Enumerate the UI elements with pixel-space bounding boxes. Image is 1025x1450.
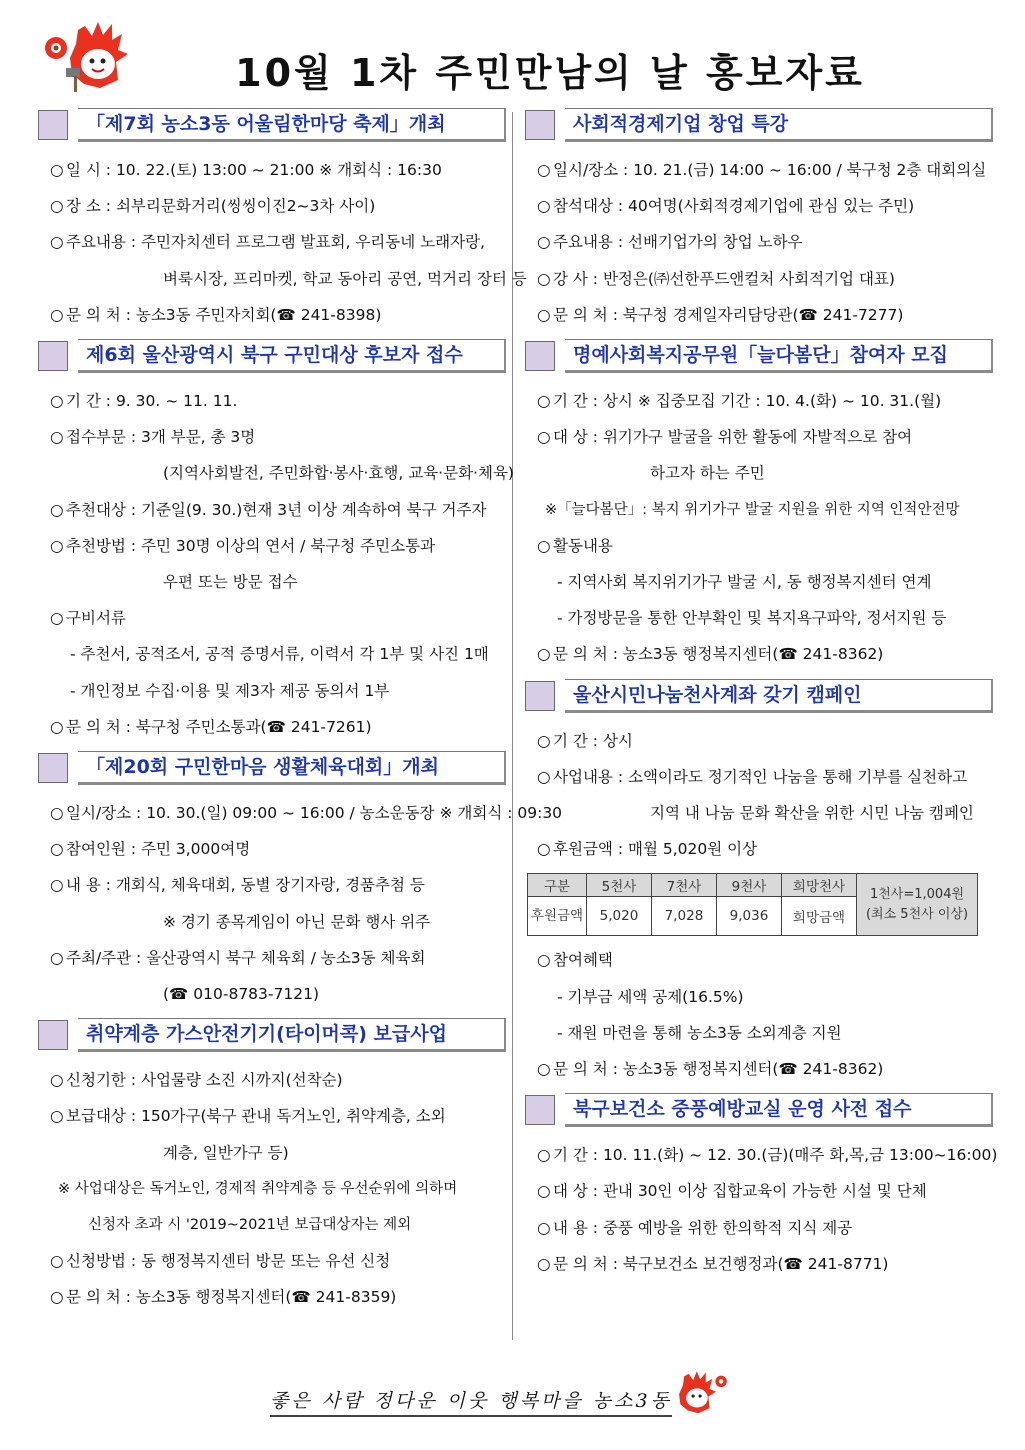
section-title: 사회적경제기업 창업 특강: [565, 108, 993, 142]
text-line: [38, 636, 506, 672]
line-text: 기 간 : 상시 ※ 집중모집 기간 : 10. 4.(화) ~ 10. 31.(월): [553, 392, 942, 411]
circle-bullet-icon: ○: [537, 1060, 551, 1079]
text-line: [525, 455, 993, 491]
bullet-item: [38, 492, 506, 528]
section-square-icon: [38, 110, 68, 140]
line-text: - 개인정보 수집·이용 및 제3자 제공 동의서 1부: [70, 681, 390, 700]
bullet-item: [38, 831, 506, 867]
text-line: [525, 795, 993, 831]
circle-bullet-icon: ○: [50, 233, 64, 252]
table-row-label: 후원금액: [528, 897, 587, 936]
line-text: 벼룩시장, 프리마켓, 학교 동아리 공연, 먹거리 장터 등: [163, 269, 527, 288]
line-text: 문 의 처 : 북구보건소 보건행정과(☎ 241-8771): [553, 1254, 889, 1273]
section-header: [38, 1018, 506, 1052]
line-text: 구비서류: [66, 609, 126, 628]
section-lines: [525, 1137, 998, 1282]
text-line: [525, 1015, 993, 1051]
bullet-item: [525, 636, 993, 672]
circle-bullet-icon: ○: [50, 609, 64, 628]
bullet-item: [525, 528, 993, 564]
section-lines: [525, 383, 993, 673]
circle-bullet-icon: ○: [537, 1218, 551, 1237]
bullet-item: [38, 1098, 506, 1134]
bullet-item: [525, 1210, 993, 1246]
section-lines: [38, 1062, 506, 1315]
circle-bullet-icon: ○: [537, 305, 551, 324]
circle-bullet-icon: ○: [50, 948, 64, 967]
bullet-item: [525, 1246, 993, 1282]
line-text: 기 간 : 상시: [553, 731, 633, 750]
line-text: 대 상 : 위기가구 발굴을 위한 활동에 자발적으로 참여: [553, 428, 913, 447]
section-festival: [38, 108, 527, 333]
bullet-item: [38, 383, 506, 419]
line-text: - 추천서, 공적조서, 공적 증명서류, 이력서 각 1부 및 사진 1매: [70, 645, 489, 664]
line-text: 일 시 : 10. 22.(토) 13:00 ~ 21:00 ※ 개회식 : 16:30: [66, 161, 442, 179]
section-title: 취약계층 가스안전기기(타이머콕) 보급사업: [78, 1018, 506, 1052]
line-text: 문 의 처 : 북구청 주민소통과(☎ 241-7261): [66, 717, 372, 736]
bullet-item: [525, 1137, 998, 1173]
line-text: ※ 경기 종목게임이 아닌 문화 행사 위주: [163, 912, 431, 931]
line-text: 계층, 일반가구 등): [163, 1143, 289, 1162]
text-line: [38, 1135, 506, 1171]
bullet-item: [525, 188, 993, 224]
line-text: - 기부금 세액 공제(16.5%): [557, 987, 744, 1006]
bullet-item: [525, 1173, 993, 1209]
bullet-item: [525, 152, 993, 188]
circle-bullet-icon: ○: [50, 197, 64, 216]
circle-bullet-icon: ○: [537, 161, 551, 179]
section-gas-safety: [38, 1018, 506, 1315]
line-text: 우편 또는 방문 접수: [163, 573, 298, 592]
line-text: 지역 내 나눔 문화 확산을 위한 시민 나눔 캠페인: [650, 804, 974, 823]
table-note-2: (최소 5천사 이상): [865, 906, 969, 922]
line-text: 문 의 처 : 농소3동 행정복지센터(☎ 241-8362): [553, 645, 884, 664]
line-text: 보급대상 : 150가구(북구 관내 독거노인, 취약계층, 소외: [66, 1107, 446, 1126]
section-stroke-class: [525, 1093, 998, 1282]
circle-bullet-icon: ○: [537, 233, 551, 252]
bullet-item: [38, 528, 506, 564]
circle-bullet-icon: ○: [50, 840, 64, 859]
bullet-item: [525, 297, 993, 333]
section-header: [525, 1093, 993, 1127]
line-text: 접수부문 : 3개 부문, 총 3명: [66, 428, 256, 447]
bullet-item: [38, 224, 506, 260]
circle-bullet-icon: ○: [50, 804, 64, 823]
circle-bullet-icon: ○: [50, 428, 64, 447]
text-line: [38, 455, 514, 491]
bullet-item: [38, 1243, 506, 1279]
line-text: 참여인원 : 주민 3,000여명: [66, 840, 251, 859]
bullet-item: [38, 152, 506, 188]
table-header-cell: 7천사: [652, 874, 717, 897]
line-text: 참여혜택: [553, 951, 613, 970]
line-text: 기 간 : 9. 30. ~ 11. 11.: [66, 392, 238, 411]
mascot-logo-small: [660, 1366, 730, 1421]
section-header: [525, 108, 993, 142]
text-line: [38, 1171, 506, 1207]
line-text: 신청방법 : 동 행정복지센터 방문 또는 유선 신청: [66, 1252, 391, 1271]
circle-bullet-icon: ○: [537, 1146, 551, 1165]
text-line: [38, 976, 506, 1012]
line-text: 후원금액 : 매월 5,020원 이상: [553, 840, 758, 859]
circle-bullet-icon: ○: [50, 717, 64, 736]
line-text: (지역사회발전, 주민화합·봉사·효행, 교육·문화·체육): [163, 464, 514, 483]
right-column: [525, 108, 998, 1288]
line-text: 대 상 : 관내 30인 이상 집합교육이 가능한 시설 및 단체: [553, 1182, 927, 1201]
circle-bullet-icon: ○: [537, 428, 551, 447]
line-text: 일시/장소 : 10. 30.(일) 09:00 ~ 16:00 / 농소운동장 ※ 개회식 : 09:30: [66, 804, 563, 823]
line-text: 문 의 처 : 농소3동 행정복지센터(☎ 241-8362): [553, 1060, 884, 1079]
section-award: [38, 339, 514, 745]
table-note-cell: [857, 874, 978, 936]
line-text: 기 간 : 10. 11.(화) ~ 12. 30.(금)(매주 화,목,금 13:00~16:00): [553, 1146, 998, 1165]
section-lines: [38, 383, 514, 745]
section-square-icon: [525, 681, 555, 711]
section-header: [38, 339, 506, 373]
circle-bullet-icon: ○: [537, 392, 551, 411]
line-text: 주요내용 : 주민자치센터 프로그램 발표회, 우리동네 노래자랑,: [66, 233, 485, 252]
text-line: [38, 904, 506, 940]
circle-bullet-icon: ○: [537, 645, 551, 664]
circle-bullet-icon: ○: [537, 767, 551, 786]
bullet-item: [38, 709, 506, 745]
text-line: [38, 261, 527, 297]
circle-bullet-icon: ○: [537, 840, 551, 859]
table-header-cell: 구분: [528, 874, 587, 897]
line-text: 강 사 : 반정은(㈜선한푸드앤컬처 사회적기업 대표): [553, 269, 895, 288]
circle-bullet-icon: ○: [50, 500, 64, 519]
table-header-cell: 9천사: [717, 874, 782, 897]
bullet-item: [525, 723, 993, 759]
circle-bullet-icon: ○: [50, 1107, 64, 1126]
table-cell: 7,028: [652, 897, 717, 936]
line-text: 문 의 처 : 북구청 경제일자리담당관(☎ 241-7277): [553, 305, 904, 324]
circle-bullet-icon: ○: [50, 1071, 64, 1090]
section-square-icon: [38, 1020, 68, 1050]
page-title: 10월 1차 주민만남의 날 홍보자료: [235, 51, 865, 95]
section-title: 북구보건소 중풍예방교실 운영 사전 접수: [565, 1093, 993, 1127]
section-title: 울산시민나눔천사계좌 갖기 캠페인: [565, 679, 993, 713]
bullet-item: [525, 942, 993, 978]
line-text: 하고자 하는 주민: [650, 464, 765, 483]
circle-bullet-icon: ○: [50, 1288, 64, 1307]
bullet-item: [38, 188, 506, 224]
circle-bullet-icon: ○: [50, 876, 64, 895]
line-text: ※「늘다봄단」: 복지 위기가구 발굴 지원을 위한 지역 인적안전망: [545, 501, 960, 518]
section-angel-account: [525, 679, 993, 1088]
text-line: [38, 564, 506, 600]
bullet-item: [38, 867, 506, 903]
bullet-item: [525, 759, 993, 795]
section-square-icon: [38, 753, 68, 783]
line-text: 활동내용: [553, 536, 613, 555]
bullet-item: [525, 224, 993, 260]
circle-bullet-icon: ○: [50, 1252, 64, 1271]
section-header: [38, 108, 506, 142]
section-header: [525, 339, 993, 373]
line-text: 문 의 처 : 농소3동 주민자치회(☎ 241-8398): [66, 305, 382, 324]
line-text: 신청자 초과 시 '2019~2021년 보급대상자는 제외: [88, 1217, 412, 1234]
bullet-item: [38, 795, 563, 831]
line-text: 신청기한 : 사업물량 소진 시까지(선착순): [66, 1071, 343, 1090]
bullet-item: [38, 600, 506, 636]
circle-bullet-icon: ○: [537, 731, 551, 750]
bullet-item: [525, 831, 993, 867]
line-text: 문 의 처 : 농소3동 행정복지센터(☎ 241-8359): [66, 1288, 397, 1307]
table-cell: 9,036: [717, 897, 782, 936]
line-text: (☎ 010-8783-7121): [163, 985, 319, 1004]
line-text: 내 용 : 중풍 예방을 위한 한의학적 지식 제공: [553, 1218, 853, 1237]
section-header: [38, 751, 506, 785]
line-text: 참석대상 : 40여명(사회적경제기업에 관심 있는 주민): [553, 197, 915, 216]
line-text: 추천대상 : 기준일(9. 30.)현재 3년 이상 계속하여 북구 거주자: [66, 500, 487, 519]
bullet-item: [38, 1062, 506, 1098]
section-title: 제6회 울산광역시 북구 구민대상 후보자 접수: [78, 339, 506, 373]
section-lines: [525, 723, 993, 868]
text-line: [525, 564, 993, 600]
circle-bullet-icon: ○: [50, 305, 64, 324]
bullet-item: [38, 419, 506, 455]
bullet-item: [38, 297, 506, 333]
circle-bullet-icon: ○: [537, 197, 551, 216]
section-header: [525, 679, 993, 713]
section-square-icon: [525, 1095, 555, 1125]
text-line: [38, 673, 506, 709]
section-lines: [525, 942, 993, 1087]
circle-bullet-icon: ○: [537, 1182, 551, 1201]
bullet-item: [525, 419, 993, 455]
bullet-item: [525, 383, 993, 419]
table-header-cell: 5천사: [587, 874, 652, 897]
line-text: 내 용 : 개회식, 체육대회, 동별 장기자랑, 경품추첨 등: [66, 876, 425, 895]
circle-bullet-icon: ○: [50, 536, 64, 555]
line-text: 추천방법 : 주민 30명 이상의 연서 / 북구청 주민소통과: [66, 536, 436, 555]
text-line: [38, 1207, 506, 1243]
line-text: ※ 사업대상은 독거노인, 경제적 취약계층 등 우선순위에 의하며: [58, 1180, 458, 1197]
section-title: 「제20회 구민한마음 생활체육대회」개최: [78, 751, 506, 785]
section-title: 명예사회복지공무원「늘다봄단」참여자 모집: [565, 339, 993, 373]
circle-bullet-icon: ○: [537, 951, 551, 970]
table-header-cell: 희망천사: [782, 874, 857, 897]
line-text: 주요내용 : 선배기업가의 창업 노하우: [553, 233, 803, 252]
text-line: [525, 979, 993, 1015]
line-text: 장 소 : 쇠부리문화거리(씽씽이진2~3차 사이): [66, 197, 376, 216]
circle-bullet-icon: ○: [537, 536, 551, 555]
section-title: 「제7회 농소3동 어울림한마당 축제」개최: [78, 108, 506, 142]
circle-bullet-icon: ○: [50, 161, 64, 179]
line-text: 주최/주관 : 울산광역시 북구 체육회 / 농소3동 체육회: [66, 948, 426, 967]
bullet-item: [525, 261, 993, 297]
section-square-icon: [525, 341, 555, 371]
line-text: 일시/장소 : 10. 21.(금) 14:00 ~ 16:00 / 북구청 2층 대회의실: [553, 161, 987, 179]
line-text: - 재원 마련을 통해 농소3동 소외계층 지원: [557, 1023, 842, 1042]
line-text: 사업내용 : 소액이라도 정기적인 나눔을 통해 기부를 실천하고: [553, 767, 968, 786]
bullet-item: [38, 1279, 506, 1315]
donation-table: [527, 873, 978, 936]
text-line: [525, 492, 993, 528]
line-text: - 가정방문을 통한 안부확인 및 복지욕구파악, 정서지원 등: [557, 609, 947, 628]
mascot-logo: [40, 18, 150, 96]
section-lines: [38, 152, 527, 333]
table-note-1: 1천사=1,004원: [869, 886, 965, 902]
circle-bullet-icon: ○: [537, 269, 551, 288]
section-square-icon: [38, 341, 68, 371]
table-cell: 5,020: [587, 897, 652, 936]
section-social-enterprise: [525, 108, 993, 333]
table-cell: 희망금액: [782, 897, 857, 936]
text-line: [525, 600, 993, 636]
circle-bullet-icon: ○: [537, 1254, 551, 1273]
bullet-item: [525, 1051, 993, 1087]
section-welfare-volunteer: [525, 339, 993, 673]
line-text: - 지역사회 복지위기가구 발굴 시, 동 행정복지센터 연계: [557, 573, 932, 592]
bullet-item: [38, 940, 506, 976]
circle-bullet-icon: ○: [50, 392, 64, 411]
section-square-icon: [525, 110, 555, 140]
section-lines: [525, 152, 993, 333]
footer-slogan: 좋은 사람 정다운 이웃 행복마을 농소3동: [270, 1386, 672, 1417]
